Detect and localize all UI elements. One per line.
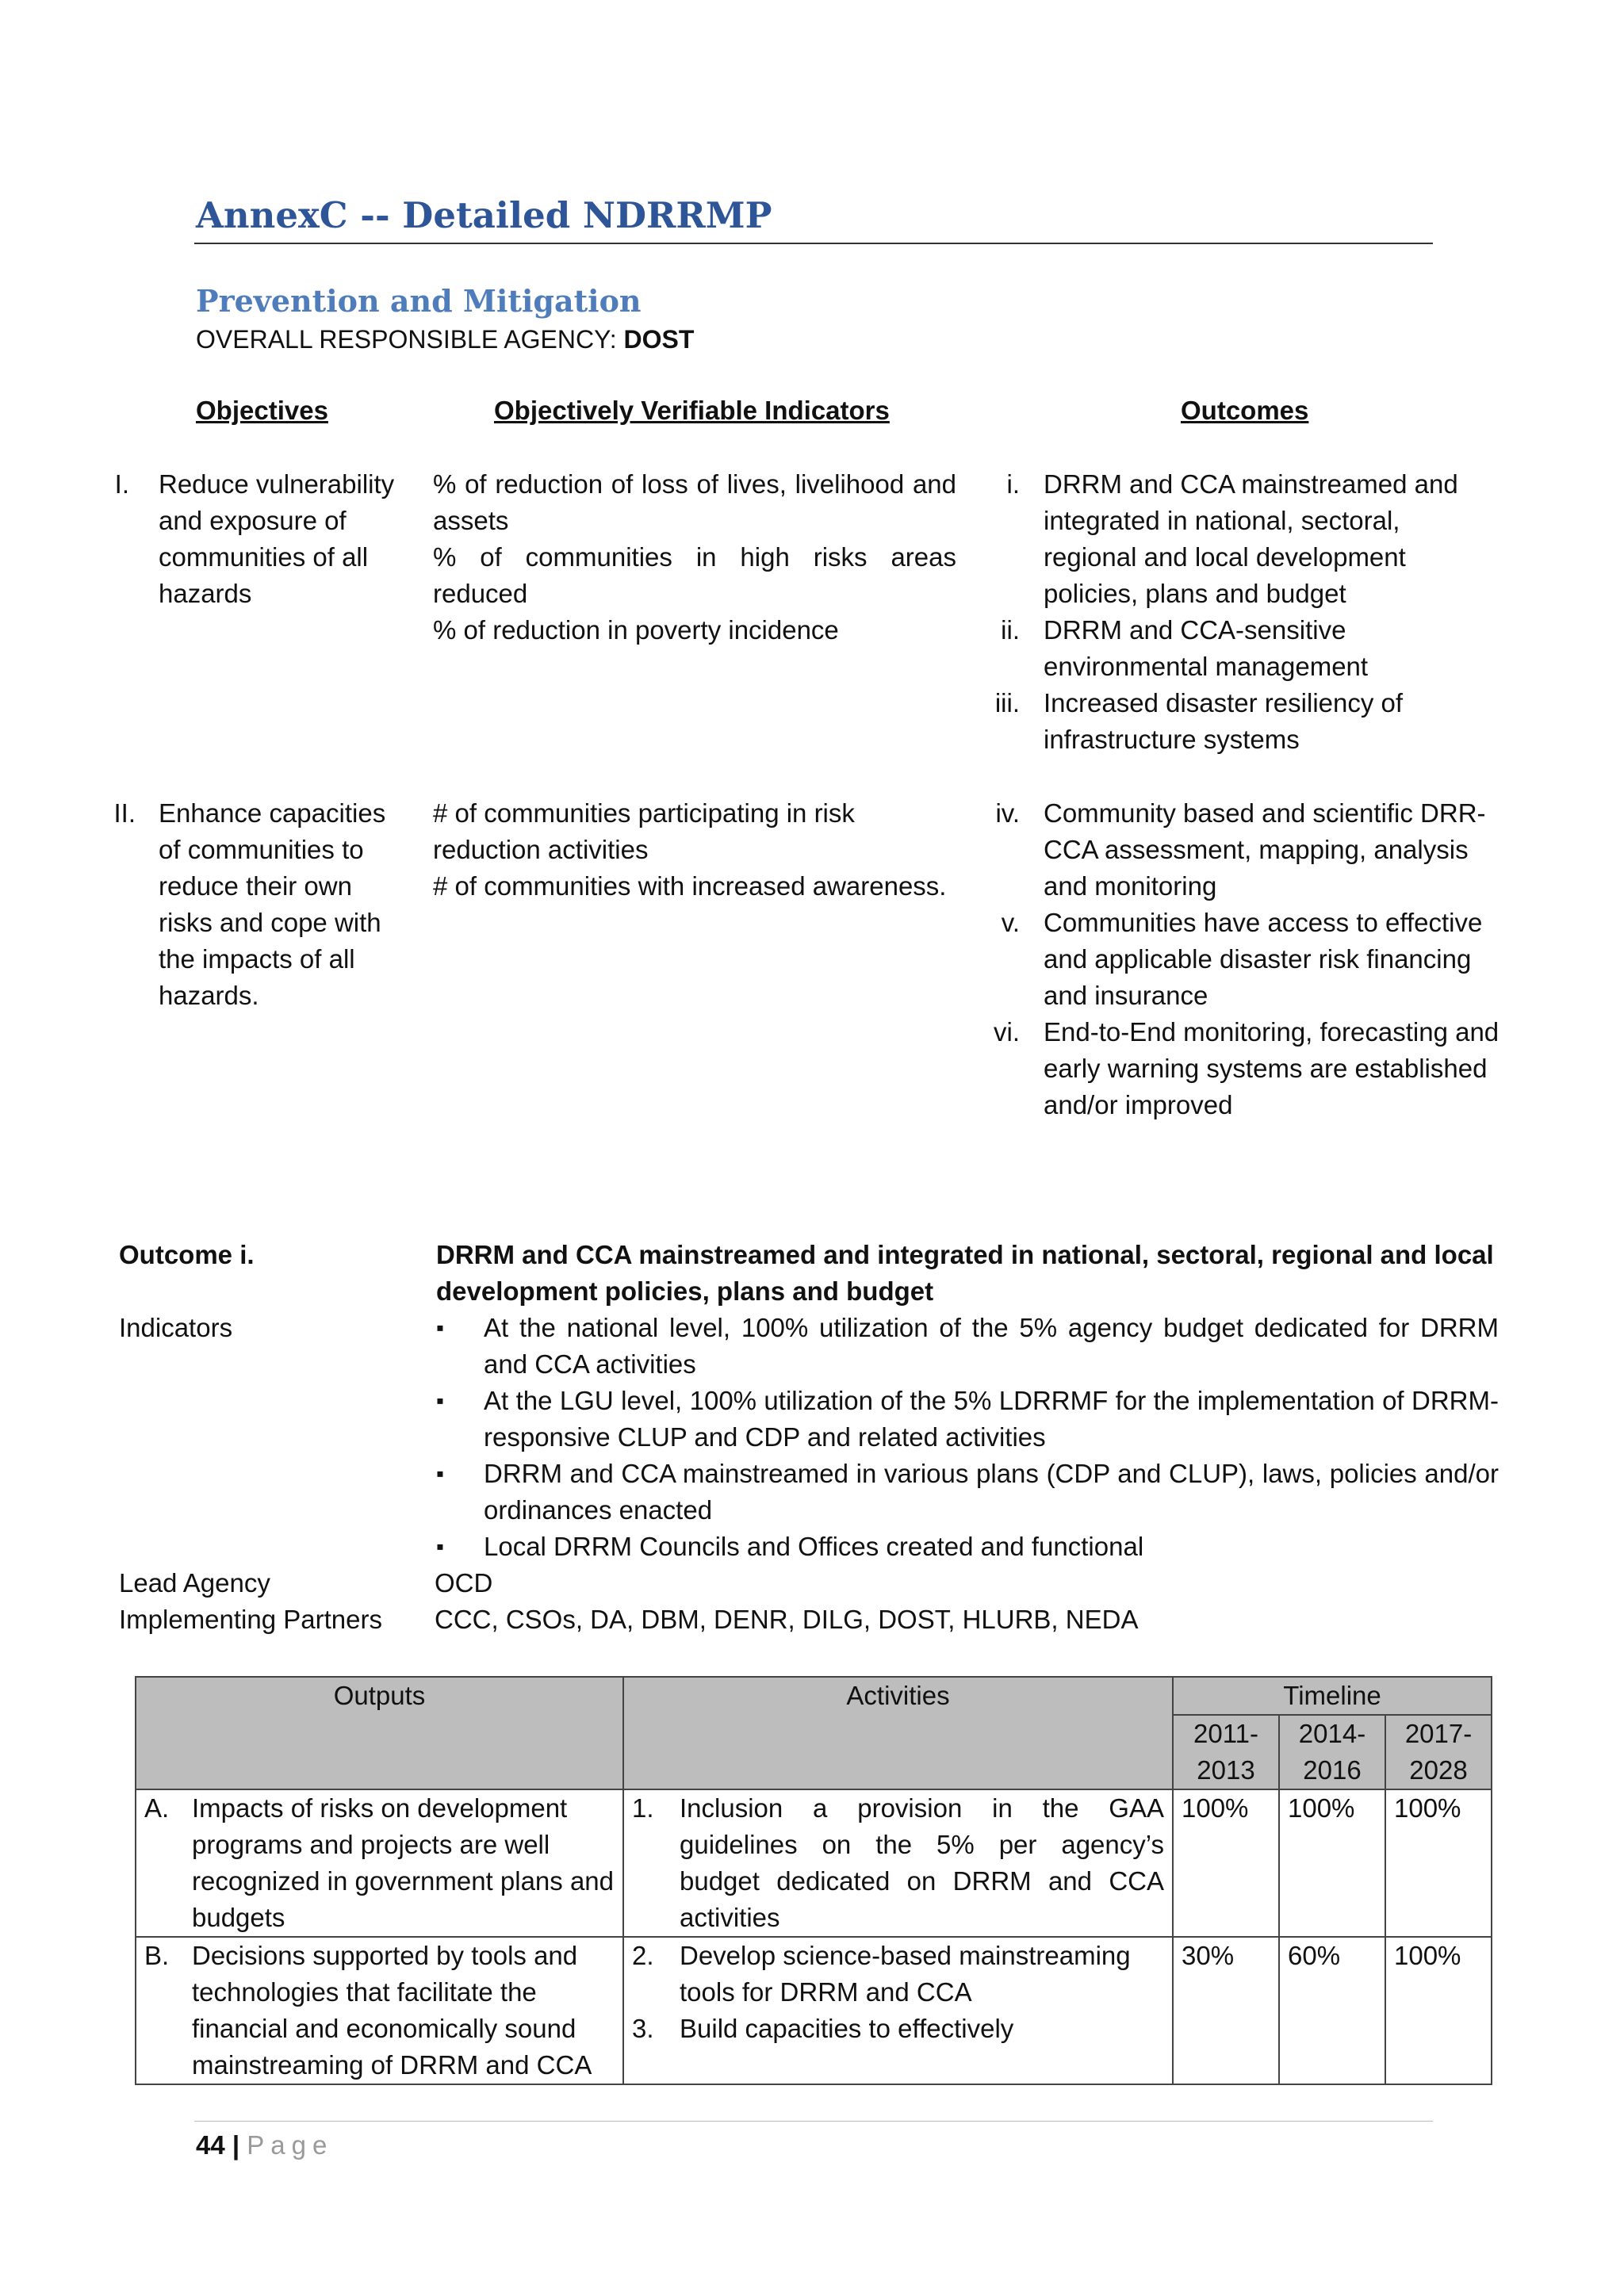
agency-label: OVERALL RESPONSIBLE AGENCY: — [196, 325, 624, 354]
outcome-text: DRRM and CCA mainstreamed and integrated in national, sectoral, regional and local development policies, plans and budget — [1044, 469, 1458, 608]
timeline-header: Timeline — [1173, 1677, 1492, 1715]
activity-number: 3. — [632, 2014, 654, 2043]
output-cell — [136, 1937, 623, 2084]
period-header: 2011-2013 — [1173, 1715, 1279, 1789]
indicator-item: ▪ Local DRRM Councils and Offices created and functional — [436, 1529, 1499, 1565]
output-text: Impacts of risks on development programs and projects are well recognized in government plans and budgets — [192, 1793, 615, 1932]
output-letter: B. — [144, 1941, 170, 1970]
timeline-value: 60% — [1279, 1937, 1385, 2084]
output-letter: A. — [144, 1793, 170, 1823]
indicator-item: ▪ At the national level, 100% utilization of the 5% agency budget dedicated for DRRM and CCA activities — [436, 1310, 1499, 1383]
activities-cell — [623, 1789, 1173, 1937]
outcome-detail-label: Outcome i. — [119, 1240, 255, 1269]
objectives-heading: Objectives — [196, 396, 328, 425]
outcome-text: End-to-End monitoring, forecasting and early warning systems are established and/or improved — [1044, 1017, 1500, 1119]
outcome-number: iv. — [995, 798, 1020, 828]
timeline-value: 100% — [1385, 1937, 1492, 2084]
indicators-heading: Objectively Verifiable Indicators — [494, 396, 890, 425]
responsible-agency — [196, 321, 694, 358]
page-footer — [196, 2127, 333, 2164]
outcome-number: i. — [1006, 469, 1020, 499]
outcome-number: iii. — [994, 688, 1020, 718]
objective-number: II. — [113, 798, 136, 828]
output-text: Decisions supported by tools and technologies that facilitate the financial and economically sound mainstreaming of DRRM and CCA — [192, 1941, 592, 2080]
table-row — [136, 1937, 1492, 2084]
footer-separator: | — [224, 2130, 247, 2160]
period-header: 2017-2028 — [1385, 1715, 1492, 1789]
objective-text: Enhance capacities of communities to reduce their own risks and cope with the impacts of all hazards. — [159, 798, 386, 1010]
activity-number: 2. — [632, 1941, 654, 1970]
outcome-number: ii. — [1001, 615, 1020, 645]
outcome-text: DRRM and CCA-sensitive environmental management — [1044, 615, 1369, 681]
indicator-item: ▪ DRRM and CCA mainstreamed in various plans (CDP and CLUP), laws, policies and/or ordinances enacted — [436, 1456, 1499, 1529]
lead-agency-value: OCD — [435, 1568, 493, 1598]
output-cell — [136, 1789, 623, 1937]
table-row — [136, 1789, 1492, 1937]
period-header: 2014-2016 — [1279, 1715, 1385, 1789]
outputs-header: Outputs — [136, 1677, 623, 1789]
outcome-detail-title: DRRM and CCA mainstreamed and integrated in national, sectoral, regional and local development policies, plans and budget — [436, 1240, 1494, 1306]
objective-number: I. — [114, 469, 129, 499]
outcome-text: Increased disaster resiliency of infrastructure systems — [1044, 688, 1404, 754]
page-word: Page — [247, 2130, 334, 2160]
outputs-table — [135, 1676, 1492, 2085]
timeline-value: 100% — [1385, 1789, 1492, 1937]
outcome-text: Community based and scientific DRR-CCA assessment, mapping, analysis and monitoring — [1044, 798, 1486, 901]
activity-text: Develop science-based mainstreaming tools for DRRM and CCA — [680, 1941, 1131, 2007]
indicator-list — [436, 1310, 1499, 1565]
indicator-text: # of communities with increased awareness. — [433, 871, 947, 901]
indicator-text: # of communities participating in risk reduction activities — [433, 798, 855, 864]
partners-label: Implementing Partners — [119, 1605, 382, 1634]
objective-text: Reduce vulnerability and exposure of communities of all hazards — [159, 469, 395, 608]
activity-text: Build capacities to effectively — [680, 2014, 1014, 2043]
lead-agency-label: Lead Agency — [119, 1568, 270, 1598]
timeline-value: 100% — [1279, 1789, 1385, 1937]
indicator-text: % of reduction in poverty incidence — [433, 615, 839, 645]
agency-value: DOST — [623, 325, 695, 354]
section-title: Prevention and Mitigation — [196, 283, 642, 319]
activity-number: 1. — [632, 1793, 654, 1823]
activities-header: Activities — [623, 1677, 1173, 1789]
indicator-text: % of reduction of loss of lives, livelihood and assets — [433, 469, 956, 535]
outcomes-heading: Outcomes — [1181, 396, 1309, 425]
indicator-text: % of communities in high risks areas reduced — [433, 542, 956, 608]
timeline-value: 30% — [1173, 1937, 1279, 2084]
timeline-value: 100% — [1173, 1789, 1279, 1937]
title-divider — [194, 243, 1433, 244]
outcome-text: Communities have access to effective and applicable disaster risk financing and insurance — [1044, 908, 1483, 1010]
footer-divider — [194, 2121, 1433, 2122]
partners-value: CCC, CSOs, DA, DBM, DENR, DILG, DOST, HLURB, NEDA — [435, 1605, 1139, 1634]
indicators-label: Indicators — [119, 1313, 233, 1342]
outcome-number: vi. — [994, 1017, 1020, 1047]
indicator-item: ▪ At the LGU level, 100% utilization of the 5% LDRRMF for the implementation of DRRM-responsive CLUP and CDP and related activities — [436, 1383, 1499, 1456]
page-number: 44 — [196, 2130, 225, 2160]
outcome-number: v. — [1001, 908, 1020, 937]
annex-title: AnnexC -- Detailed NDRRMP — [196, 194, 772, 236]
activities-cell — [623, 1937, 1173, 2084]
activity-text: Inclusion a provision in the GAA guidelines on the 5% per agency’s budget dedicated on DRRM and CCA activities — [680, 1793, 1164, 1932]
